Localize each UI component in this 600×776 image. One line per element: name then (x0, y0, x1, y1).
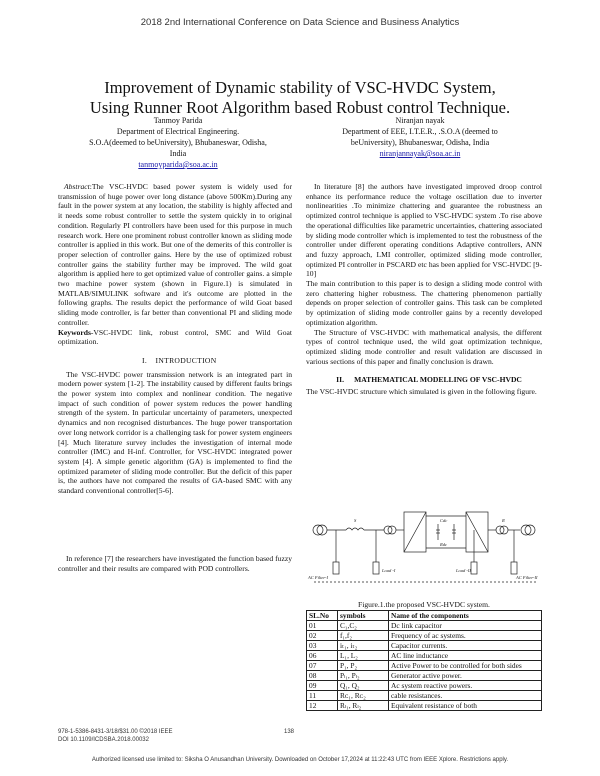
table-cell: 11 (307, 691, 338, 701)
keywords-text: -VSC-HVDC link, robust control, SMC and Wild Goat optimization. (58, 327, 292, 347)
components-table (306, 610, 542, 711)
table-row (307, 681, 542, 691)
table-cell: 02 (307, 631, 338, 641)
conference-header: 2018 2nd International Conference on Data Science and Business Analytics (140, 17, 460, 28)
section-title: INTRODUCTION (155, 355, 217, 365)
author-email-link[interactable]: niranjannayak@soa.ac.in (379, 149, 461, 158)
table-row (307, 661, 542, 671)
table-cell: L₁, L₂ (338, 651, 389, 661)
table-cell: iₜ₁, iₜ₂ (338, 641, 389, 651)
table-cell: Rₗ₁, Rₗ₂ (338, 701, 389, 711)
vsc-hvdc-circuit-diagram (306, 500, 542, 592)
license-notice: Authorized licensed use limited to: Siksha O Anusandhan University. Downloaded on October 17,2024 at 11:22:43 UTC from IEEE Xplore. Restrictions apply. (91, 757, 509, 763)
title-line-1: Improvement of Dynamic stability of VSC-HVDC System, (104, 78, 496, 97)
author-email-link[interactable]: tanmoyparida@soa.ac.in (138, 160, 218, 169)
label-rdc: Rdc (440, 542, 447, 547)
table-row (307, 701, 542, 711)
table-cell: Generator active power. (389, 671, 542, 681)
table-cell: Rᴄ₁, Rᴄ₂ (338, 691, 389, 701)
author-affiliation-2: India (169, 149, 187, 158)
table-cell: AC line inductance (389, 651, 542, 661)
table-cell: 01 (307, 621, 338, 631)
label-cdc: Cdc (440, 518, 448, 523)
section-title: MATHEMATICAL MODELLING OF VSC-HVDC (354, 375, 522, 385)
abstract-label: Abstract (64, 182, 90, 191)
lit-paragraph-1: In literature [8] the authors have investigated improved droop control enhance its performance reduce the voltage oscillation due to inverter nonlinearities .To minimize chattering and guarantee the robustness an optimized control technique is applied to VSC-HVDC system .To rise above the operational difficulties like parametric uncertainties, chattering associated by sliding mode controller which is implemented to test the robustness of the controller under different operating conditions Adaptive controllers, ANN and fuzzy approach, LMI controller, optimized sliding mode controller, optimized PI controller in PSCARD etc has been applied for VSC-HVDC [9-10] (306, 182, 542, 279)
label-ac-filter-2: AC Filter-II (516, 575, 538, 580)
table-cell: Active Power to be controlled for both sides (389, 661, 542, 671)
author-dept: Department of EEE, I.T.E.R., .S.O.A (deemed to (342, 127, 498, 136)
author-block-1 (58, 115, 298, 170)
table-cell: Frequency of ac systems. (389, 631, 542, 641)
left-column (58, 182, 292, 573)
table-cell: 09 (307, 681, 338, 691)
table-cell: 08 (307, 671, 338, 681)
author-name: Tanmoy Parida (153, 116, 203, 125)
author-dept: Department of Electrical Engineering. (116, 127, 240, 136)
table-cell: P₁, P₂ (338, 661, 389, 671)
table-header: SL.No (307, 611, 338, 621)
abstract-text: :The VSC-HVDC based power system is widely used for transmission of huge power over long distance (above 500Km).During any fault in the power system at any location, the stability is highly affected and it needs some robust controller to settle the system quickly in to original condition. Regularly PI controllers have been used for this purpose in much research work. Here one prominent robust controller known as sliding mode controller is applied in this work. But one of the demerits of this controller is proper selection of controller gains. Here by the use of optimized robust controller gains the stability further may be improved. The wild goat algorithm is applied here to get optimized value of controller gains. a simple two machine power system (shown in Figure.1) is simulated in MATLAB/SIMULINK software and it's outcome are plotted in the following graphs. The results depict the performance of wild Goat based sliding mode controller, is far better than conventional PI and sliding mode controller. (58, 182, 292, 327)
page-footer (58, 728, 542, 744)
footer-isbn: 978-1-5386-8431-3/18/$31.00 ©2018 IEEE (58, 729, 173, 735)
table-header: Name of the components (389, 611, 542, 621)
lit-paragraph-2: The main contribution to this paper is to design a sliding mode control with zero chattering higher robustness. The chattering phenomenon partially depends on proper selection of controller gains. This task can be completed by optimization of sliding mode controller gains by a recently developed optimization algorithm. (306, 279, 542, 327)
keywords (58, 328, 292, 347)
paper-title (30, 78, 570, 118)
lit-paragraph-3: The Structure of VSC-HVDC with mathematical analysis, the different types of control technique used, the wild goat optimization technique, optimized sliding mode controller and result validation are discussed in various sections of this paper and finally conclusion is drawn. (306, 327, 542, 366)
label-r: R (502, 518, 505, 523)
table-cell: f₁,f₂ (338, 631, 389, 641)
table-row (307, 671, 542, 681)
table-cell: Ac system reactive powers. (389, 681, 542, 691)
table-row (307, 641, 542, 651)
section-2-heading (306, 375, 542, 385)
table-cell: 03 (307, 641, 338, 651)
abstract (58, 182, 292, 328)
author-block-2 (300, 115, 540, 159)
title-line-2: Using Runner Root Algorithm based Robust control Technique. (89, 98, 511, 117)
table-cell: Equivalent resistance of both (389, 701, 542, 711)
author-affiliation: beUniversity), Bhubaneswar, Odisha, India (350, 138, 490, 147)
section-number: I. (142, 355, 148, 365)
table-row (307, 691, 542, 701)
modelling-paragraph-1: The VSC-HVDC structure which simulated is given in the following figure. (306, 387, 537, 397)
table-cell: Pₗ₁, Pₗ₂ (338, 671, 389, 681)
table-cell: C₁,C₂ (338, 621, 389, 631)
figure-caption: Figure.1.the proposed VSC-HVDC system. (358, 600, 490, 609)
footer-doi: DOI 10.1109/ICDSBA.2018.00032 (58, 737, 149, 743)
table-header-row (307, 611, 542, 621)
page-number: 138 (284, 729, 295, 735)
right-column (306, 182, 542, 397)
table-row (307, 651, 542, 661)
table-cell: 06 (307, 651, 338, 661)
intro-paragraph-2: In reference [7] the researchers have investigated the function based fuzzy controller and their results are compared with POD controllers. (58, 553, 292, 573)
table-cell: cable resistances. (389, 691, 542, 701)
label-load-1: Load -I (382, 568, 396, 573)
table-cell: Dc link capacitor (389, 621, 542, 631)
keywords-label: Keywords (58, 327, 91, 337)
table-cell: Q₁, Q₂ (338, 681, 389, 691)
table-row (307, 631, 542, 641)
author-name: Niranjan nayak (395, 116, 445, 125)
section-number: II. (336, 375, 344, 385)
intro-paragraph-1: The VSC-HVDC power transmission network is an integrated part in modern power system [1-2]. The instability caused by different faults brings the power system into complex and nonlinear condition. The negative impact of such condition of power system reduces the power handling strength of the system. In particular uncertainty of parameters, unexpected dynamics and non recognised disturbances. The huge power transportation over long network corridor is a challenging task for power system engineers [4]. Much literature survey includes the investigation of internal mode controller (IMC) and H-inf. Controller, for VSC-HVDC integrated power system [4]. A simple genetic algorithm (GA) is implemented to find the optimized parameter of sliding mode controller. But the deficit of this paper is, the authors have not compared the results of GA-based SMC with any standard conventional controller[5-6]. (58, 369, 292, 496)
table-cell: Capacitor currents. (389, 641, 542, 651)
label-load-2: Load -II (456, 568, 471, 573)
section-1-heading (58, 356, 292, 366)
label-ac-filter-1: AC Filter-I (308, 575, 329, 580)
table-cell: 12 (307, 701, 338, 711)
table-row (307, 621, 542, 631)
table-header: symbols (338, 611, 389, 621)
table-cell: 07 (307, 661, 338, 671)
author-affiliation: S.O.A(deemed to beUniversity), Bhubaneswar, Odisha, (89, 138, 267, 147)
label-s: S (354, 518, 357, 523)
